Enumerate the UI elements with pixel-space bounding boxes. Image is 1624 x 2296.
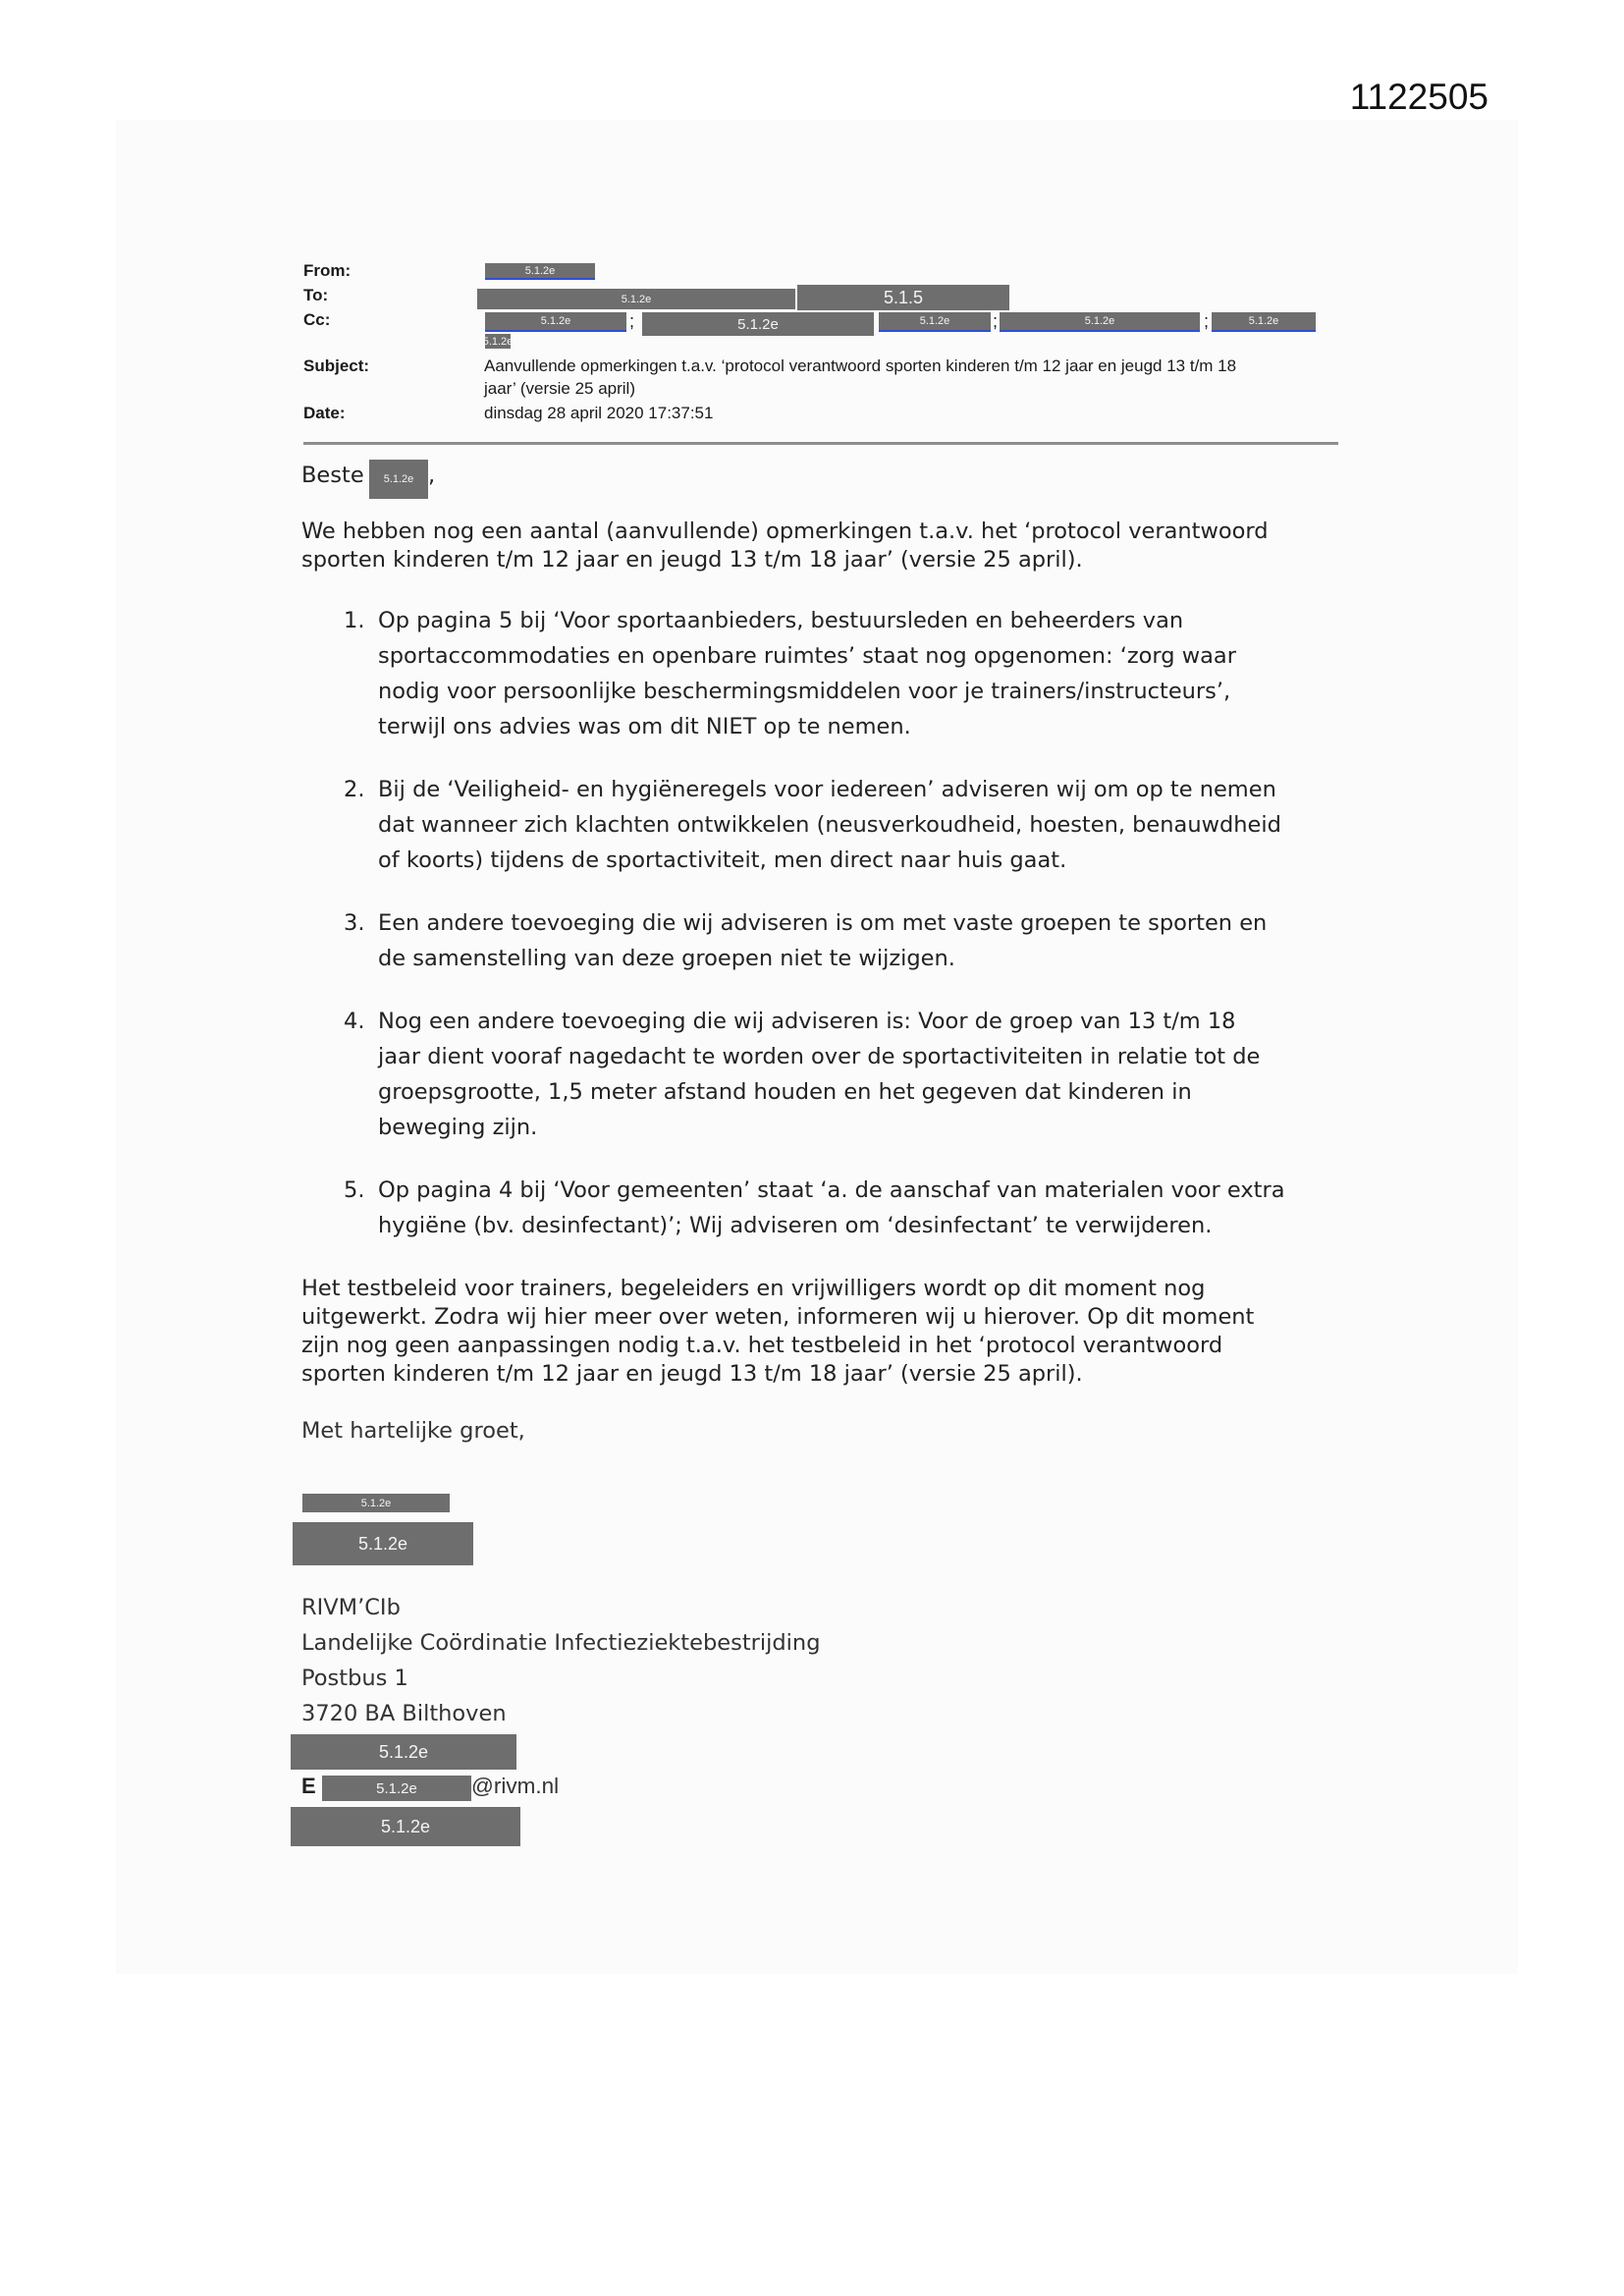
cc-label: Cc: — [303, 310, 331, 329]
redaction-extra: 5.1.2e — [291, 1807, 520, 1846]
numbered-list — [344, 603, 1345, 1243]
list-line: jaar dient vooraf nagedacht te worden over de sportactiviteiten in relatie tot de — [378, 1044, 1261, 1069]
date-value: dinsdag 28 april 2020 17:37:51 — [484, 404, 714, 422]
list-line: Een andere toevoeging die wij adviseren is om met vaste groepen te sporten en — [378, 910, 1268, 936]
closing-line: sporten kinderen t/m 12 jaar en jeugd 13 t/m 18 jaar’ (versie 25 april). — [301, 1361, 1083, 1387]
list-number: 2. — [344, 777, 365, 802]
redaction-cc-5: 5.1.2e — [1212, 312, 1316, 332]
subject-label: Subject: — [303, 356, 370, 375]
subject-line-1: Aanvullende opmerkingen t.a.v. ‘protocol verantwoord sporten kinderen t/m 12 jaar en jeugd 13 t/m 18 — [484, 356, 1237, 375]
intro-paragraph — [301, 518, 1269, 574]
intro-line: We hebben nog een aantal (aanvullende) opmerkingen t.a.v. het ‘protocol verantwoord — [301, 519, 1269, 544]
document-number: 1122505 — [1349, 77, 1489, 117]
list-line: nodig voor persoonlijke beschermingsmiddelen voor je trainers/instructeurs’, — [378, 679, 1231, 704]
closing-line: zijn nog geen aanpassingen nodig t.a.v. het testbeleid in het ‘protocol verantwoord — [301, 1333, 1223, 1358]
list-item — [344, 1173, 1345, 1243]
greeting-word: Beste — [301, 463, 364, 488]
redaction-email-user: 5.1.2e — [322, 1776, 471, 1801]
list-line: Op pagina 5 bij ‘Voor sportaanbieders, bestuursleden en beheerders van — [378, 608, 1184, 633]
date-label: Date: — [303, 404, 346, 422]
list-line: hygiëne (bv. desinfectant)’; Wij adviseren om ‘desinfectant’ te verwijderen. — [378, 1213, 1213, 1238]
greeting — [301, 462, 364, 490]
list-line: dat wanneer zich klachten ontwikkelen (neusverkoudheid, hoesten, benauwdheid — [378, 812, 1281, 838]
redaction-from: 5.1.2e — [485, 263, 595, 280]
cc-separator: ; — [1204, 311, 1210, 331]
list-number: 5. — [344, 1177, 365, 1203]
list-number: 3. — [344, 910, 365, 936]
greeting-comma: , — [428, 463, 436, 488]
redaction-to-1: 5.1.2e — [477, 289, 795, 309]
list-line: sportaccommodaties en openbare ruimtes’ staat nog opgenomen: ‘zorg waar — [378, 643, 1236, 669]
closing-paragraph — [301, 1275, 1254, 1389]
list-number: 1. — [344, 608, 365, 633]
list-line: de samenstelling van deze groepen niet te wijzigen. — [378, 946, 955, 971]
redaction-cc-2: 5.1.2e — [642, 312, 874, 336]
organisation-department: Landelijke Coördinatie Infectieziektebestrijding — [301, 1630, 821, 1656]
email-domain: @rivm.nl — [471, 1774, 560, 1798]
from-label: From: — [303, 261, 352, 280]
list-item — [344, 772, 1345, 878]
intro-line: sporten kinderen t/m 12 jaar en jeugd 13 t/m 18 jaar’ (versie 25 april). — [301, 547, 1083, 573]
to-label: To: — [303, 286, 329, 304]
redaction-cc-6: 5.1.2e — [482, 335, 514, 348]
list-line: groepsgrootte, 1,5 meter afstand houden en het gegeven dat kinderen in — [378, 1079, 1192, 1105]
cc-separator: ; — [993, 311, 999, 331]
email-label: E — [301, 1774, 316, 1798]
organisation-city: 3720 BA Bilthoven — [301, 1701, 507, 1726]
list-line: terwijl ons advies was om dit NIET op te nemen. — [378, 714, 911, 739]
redaction-cc-3: 5.1.2e — [879, 312, 991, 332]
organisation-name: RIVM’CIb — [301, 1595, 401, 1620]
redaction-greeting: 5.1.2e — [369, 460, 428, 499]
list-item — [344, 1004, 1345, 1145]
closing-line: uitgewerkt. Zodra wij hier meer over weten, informeren wij u hierover. Op dit moment — [301, 1304, 1255, 1330]
list-line: Bij de ‘Veiligheid- en hygiëneregels voor iedereen’ adviseren wij om op te nemen — [378, 777, 1276, 802]
redaction-signature-title: 5.1.2e — [293, 1522, 473, 1565]
redaction-phone: 5.1.2e — [291, 1734, 516, 1770]
subject-line-2: jaar’ (versie 25 april) — [484, 379, 635, 398]
list-line: Nog een andere toevoeging die wij adviseren is: Voor de groep van 13 t/m 18 — [378, 1009, 1236, 1034]
redaction-to-2: 5.1.5 — [797, 285, 1009, 310]
header-divider — [303, 442, 1338, 445]
cc-separator: ; — [629, 311, 635, 331]
list-item — [344, 603, 1345, 744]
list-line: beweging zijn. — [378, 1115, 538, 1140]
sign-off: Met hartelijke groet, — [301, 1418, 525, 1444]
list-number: 4. — [344, 1009, 365, 1034]
list-line: Op pagina 4 bij ‘Voor gemeenten’ staat ‘a. de aanschaf van materialen voor extra — [378, 1177, 1285, 1203]
list-item — [344, 905, 1345, 976]
list-line: of koorts) tijdens de sportactiviteit, men direct naar huis gaat. — [378, 847, 1067, 873]
redaction-signature-name: 5.1.2e — [302, 1494, 450, 1512]
redaction-cc-4: 5.1.2e — [1000, 312, 1200, 332]
organisation-postbus: Postbus 1 — [301, 1666, 408, 1691]
redaction-cc-1: 5.1.2e — [485, 312, 626, 332]
closing-line: Het testbeleid voor trainers, begeleiders en vrijwilligers wordt op dit moment nog — [301, 1276, 1206, 1301]
